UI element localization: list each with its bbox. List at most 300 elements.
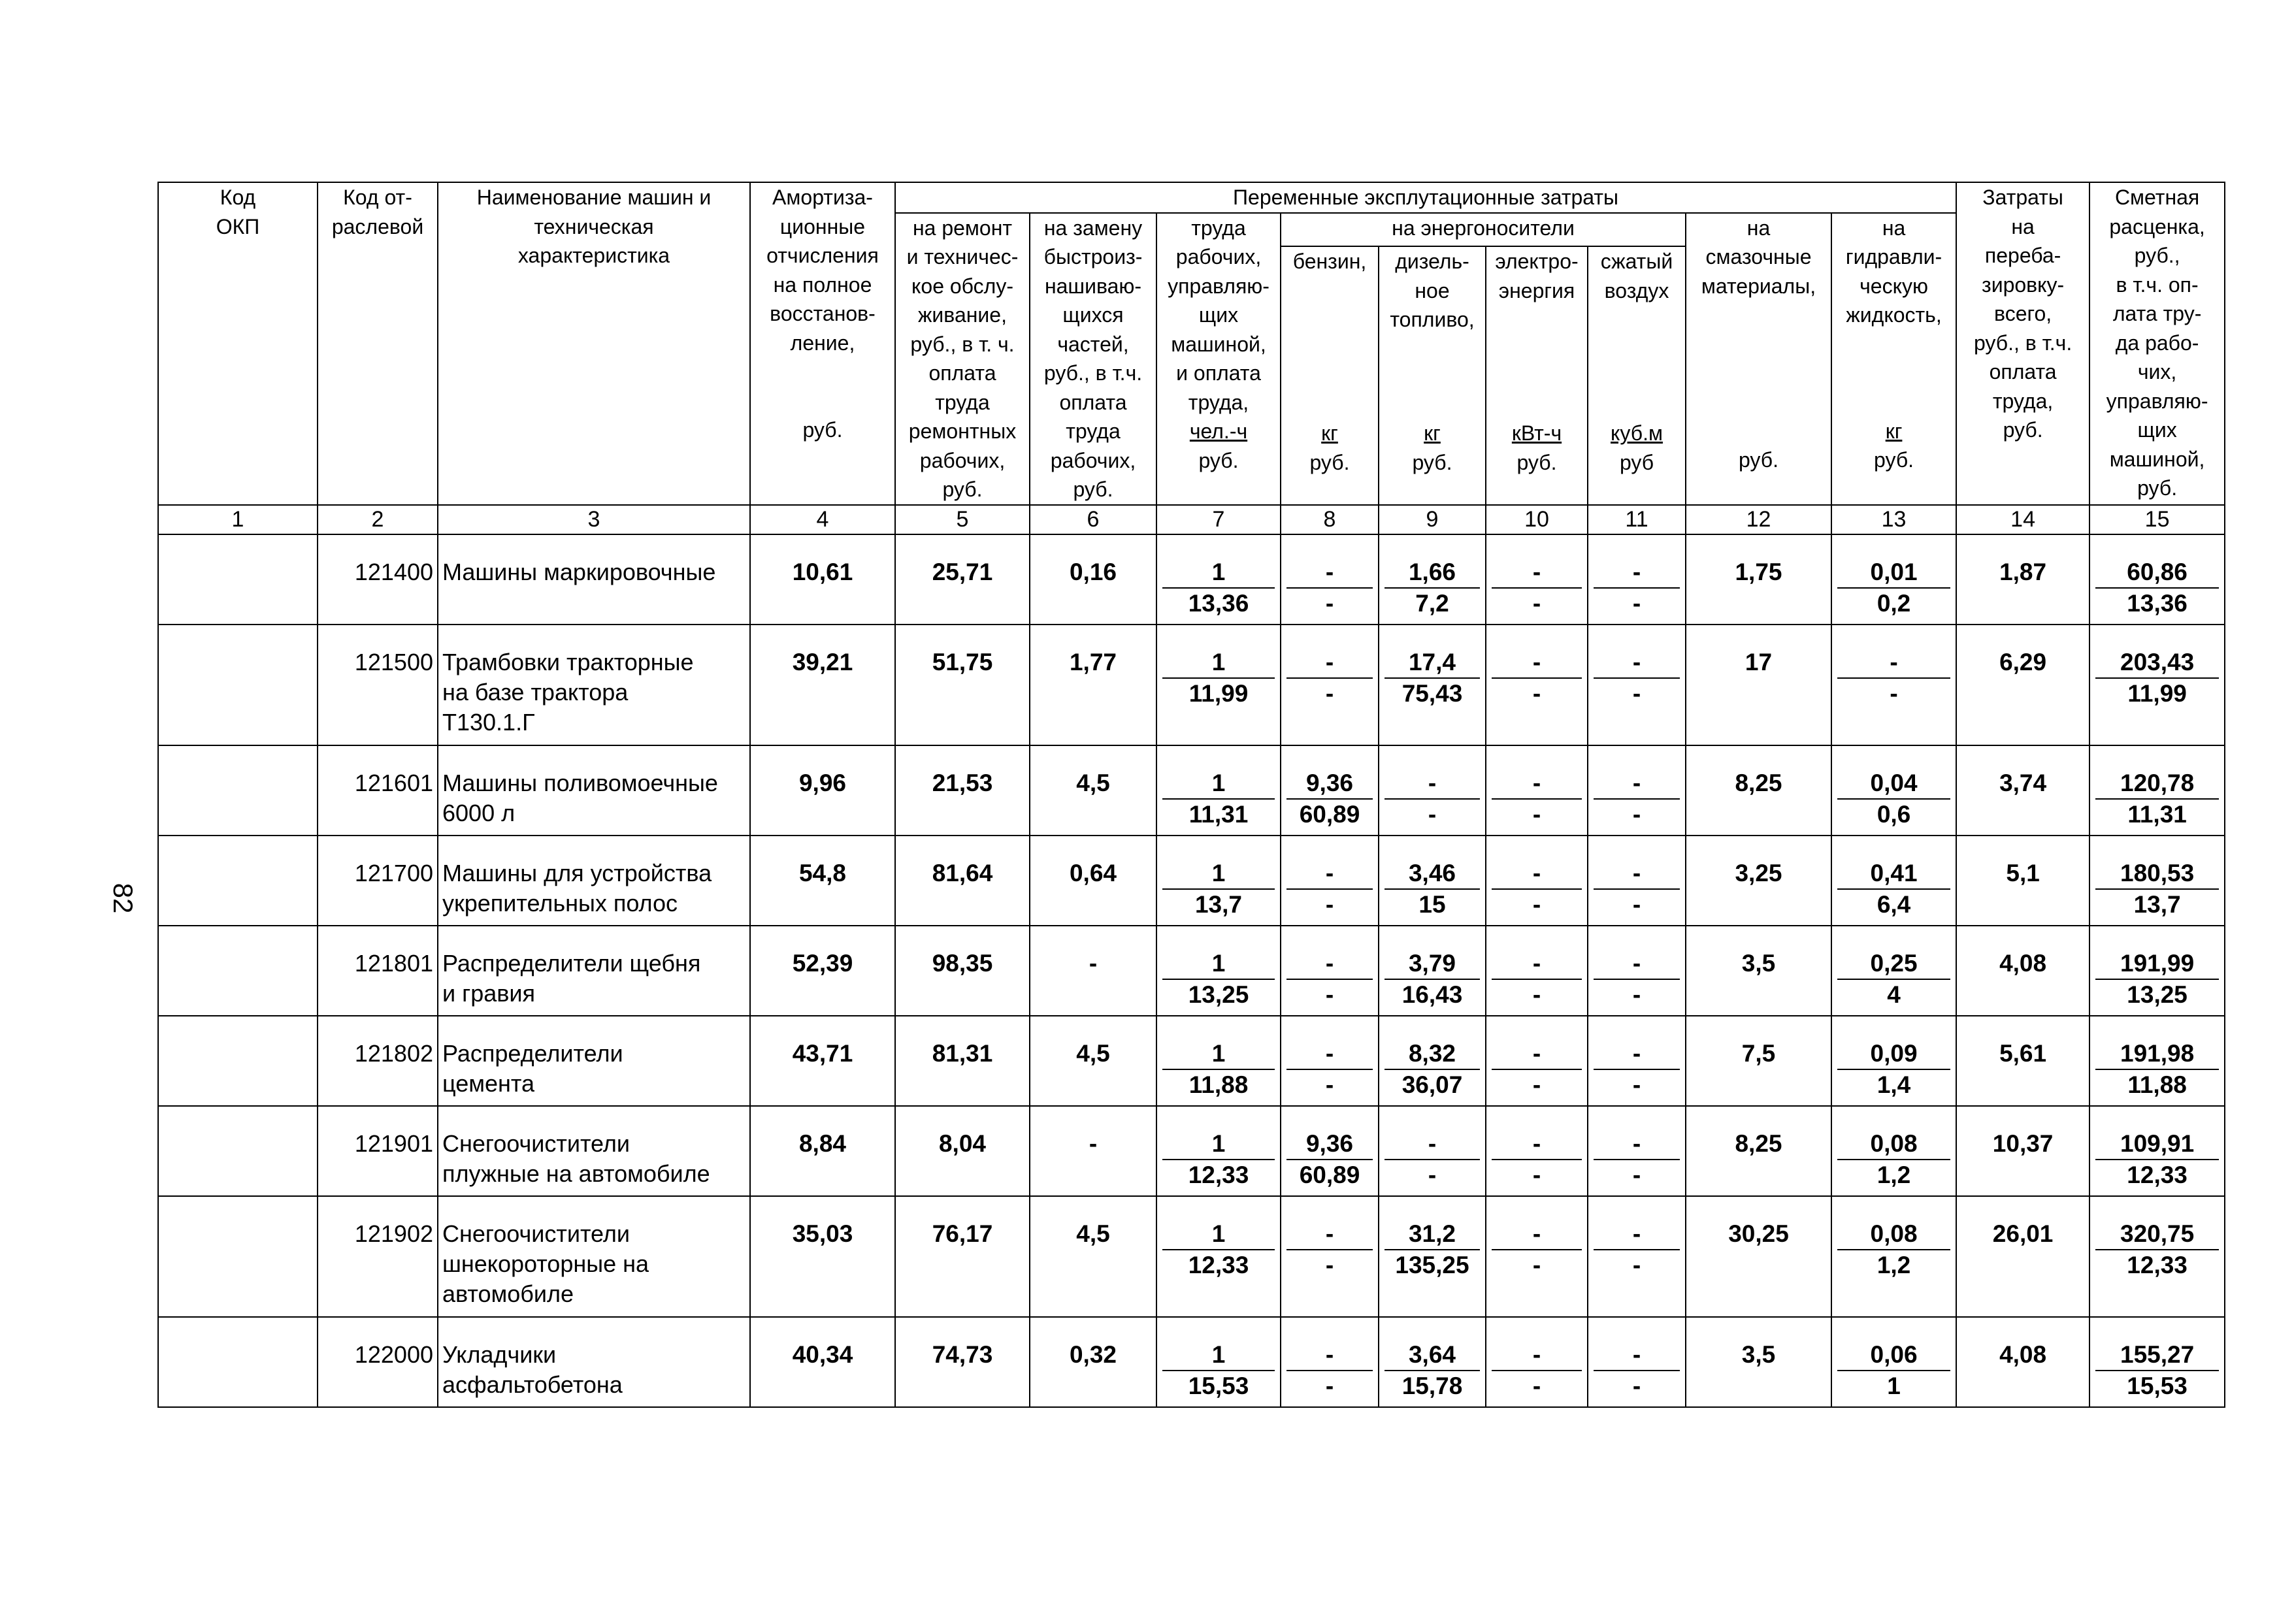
labor-cell-labor-value: 13,36 [1188,589,1249,617]
table-row [158,926,2225,1016]
column-number: 8 [1281,505,1379,534]
electricity-cell-labor-value: - [1532,1251,1541,1278]
electricity-cell-value: - [1492,1039,1582,1070]
estimated-rate-cell [2089,926,2225,1016]
hydraulic-cell-value: - [1837,647,1950,679]
machine-name-line: Машины маркировочные [442,558,716,585]
gasoline-cell-labor-value: - [1325,1071,1334,1098]
electricity-cell [1486,1106,1588,1196]
diesel-cell-value: 3,64 [1385,1340,1480,1371]
relocation-cell [1956,1016,2089,1106]
gasoline-cell [1281,1016,1379,1106]
branch-code-cell: 122000 [318,1317,438,1407]
estimated-rate-cell [2089,1196,2225,1317]
repair-cell-value: 21,53 [932,769,993,796]
diesel-cell-value: 17,4 [1385,647,1480,679]
header-lubricants: на смазочные материалы, руб. [1686,213,1831,505]
repair-cell [895,926,1030,1016]
parts-cell [1030,625,1156,745]
header-line: труда [1066,419,1121,443]
electricity-cell [1486,836,1588,926]
electricity-cell-labor-value: - [1532,890,1541,918]
gasoline-cell [1281,745,1379,836]
lubricants-cell-value: 3,5 [1741,949,1776,977]
repair-cell-value: 81,31 [932,1039,993,1067]
labor-cell [1156,926,1281,1016]
okp-cell [158,1196,318,1317]
repair-cell [895,836,1030,926]
estimated-rate-cell [2089,534,2225,625]
hydraulic-cell-value: 0,09 [1837,1039,1950,1070]
hydraulic-cell-value: 0,25 [1837,949,1950,980]
header-line: Код [220,186,256,209]
estimated-rate-cell-value: 155,27 [2095,1340,2219,1371]
labor-cell [1156,745,1281,836]
header-line: на [2011,214,2035,238]
estimated-rate-cell-value: 191,98 [2095,1039,2219,1070]
lubricants-cell [1686,1106,1831,1196]
okp-cell [158,1317,318,1407]
relocation-cell [1956,625,2089,745]
header-line: Сметная [2114,186,2200,209]
amortization-cell [750,745,895,836]
header-line: бензин, [1292,250,1367,274]
electricity-cell-labor-value: - [1532,1372,1541,1399]
relocation-cell-value: 5,61 [1999,1039,2047,1067]
electricity-cell [1486,745,1588,836]
gasoline-cell-labor-value: 60,89 [1299,1161,1360,1188]
hydraulic-cell-labor-value: 1,4 [1876,1071,1911,1098]
column-number: 4 [750,505,895,534]
compressed-air-cell [1588,1106,1686,1196]
compressed-air-cell-value: - [1594,1039,1680,1070]
diesel-cell [1379,1106,1486,1196]
hydraulic-cell [1831,625,1956,745]
header-line: всего, [1994,302,2052,325]
gasoline-cell [1281,926,1379,1016]
parts-cell [1030,745,1156,836]
gasoline-cell-value: - [1286,647,1373,679]
labor-cell [1156,836,1281,926]
labor-cell-labor-value: 15,53 [1188,1372,1249,1399]
labor-cell [1156,534,1281,625]
parts-cell [1030,1317,1156,1407]
relocation-cell-value: 1,87 [1999,558,2047,585]
header-line: руб., [2134,244,2180,267]
okp-cell [158,745,318,836]
header-line: да рабо- [2115,331,2199,355]
table-row [158,625,2225,745]
relocation-cell-value: 26,01 [1992,1220,2054,1247]
amortization-cell-value: 8,84 [798,1129,846,1157]
gasoline-cell-value: - [1286,858,1373,890]
diesel-cell-labor-value: 15 [1418,890,1446,918]
estimated-rate-cell-value: 120,78 [2095,768,2219,800]
estimated-rate-cell-value: 191,99 [2095,949,2219,980]
gasoline-cell-value: - [1286,1039,1373,1070]
gasoline-cell [1281,1106,1379,1196]
machine-name-line: на базе трактора [442,678,629,706]
electricity-cell-value: - [1492,858,1582,890]
repair-cell [895,534,1030,625]
header-line: рабочих, [919,448,1006,472]
estimated-rate-cell [2089,1317,2225,1407]
parts-cell-value: 0,64 [1069,859,1117,886]
header-line: на замену [1043,216,1143,240]
compressed-air-cell [1588,534,1686,625]
labor-cell [1156,625,1281,745]
lubricants-cell-value: 7,5 [1741,1039,1776,1067]
labor-cell-value: 1 [1162,557,1275,589]
header-variable-costs: Переменные эксплутационные затраты [895,182,1956,213]
parts-cell-value: 4,5 [1076,769,1110,796]
estimated-rate-cell-labor-value: 11,99 [2127,679,2187,707]
diesel-cell [1379,926,1486,1016]
lubricants-cell-value: 17 [1745,648,1773,675]
parts-cell-value: - [1089,1129,1098,1157]
amortization-cell-value: 35,03 [792,1220,853,1247]
header-line: переба- [1984,244,2061,267]
branch-code-cell: 121400 [318,534,438,625]
column-number: 11 [1588,505,1686,534]
column-number: 10 [1486,505,1588,534]
electricity-cell-value: - [1492,1219,1582,1250]
machine-name-line: 6000 л [442,799,516,826]
labor-cell [1156,1196,1281,1317]
header-branch-code [318,182,438,505]
repair-cell-value: 81,64 [932,859,993,886]
machine-name-line: Машины для устройства [442,859,712,886]
compressed-air-cell [1588,1196,1686,1317]
table-row [158,1317,2225,1407]
lubricants-cell [1686,1317,1831,1407]
header-line: отчисления [766,244,879,267]
header-line: гидравли- [1845,245,1942,268]
header-line: машиной, [1171,332,1266,356]
machine-name-line: шнекороторные на [442,1250,649,1277]
diesel-cell [1379,1196,1486,1317]
header-line: ческую [1860,274,1928,298]
compressed-air-cell-value: - [1594,1340,1680,1371]
machine-name-line: автомобиле [442,1280,574,1307]
estimated-rate-cell [2089,745,2225,836]
compressed-air-cell [1588,625,1686,745]
hydraulic-cell-value: 0,04 [1837,768,1950,800]
header-line: нашиваю- [1044,274,1142,298]
okp-cell [158,1016,318,1106]
header-line: Амортиза- [772,186,873,209]
machine-name-line: Снегоочистители [442,1129,630,1157]
header-line: энергия [1498,278,1575,302]
labor-cell-value: 1 [1162,858,1275,890]
column-number: 14 [1956,505,2089,534]
lubricants-cell [1686,836,1831,926]
gasoline-cell-value: 9,36 [1286,768,1373,800]
labor-cell-value: 1 [1162,647,1275,679]
diesel-cell-value: 1,66 [1385,557,1480,589]
compressed-air-cell [1588,1016,1686,1106]
electricity-cell [1486,1016,1588,1106]
parts-cell-value: 4,5 [1076,1039,1110,1067]
diesel-cell-value: 31,2 [1385,1219,1480,1250]
electricity-cell-labor-value: - [1532,1161,1541,1188]
branch-code-cell: 121601 [318,745,438,836]
machine-name-line: Распределители [442,1039,623,1067]
lubricants-cell-value: 30,25 [1728,1220,1789,1247]
gasoline-cell [1281,1317,1379,1407]
labor-cell-labor-value: 13,25 [1188,981,1249,1008]
lubricants-cell [1686,1196,1831,1317]
diesel-cell-labor-value: 7,2 [1415,589,1449,617]
header-line: зировку- [1982,272,2065,297]
machine-name-line: Распределители щебня [442,949,701,977]
machine-name-line: цемента [442,1069,534,1097]
amortization-cell [750,1106,895,1196]
diesel-cell-value: 8,32 [1385,1039,1480,1070]
machine-name-line: укрепительных полос [442,889,678,917]
okp-cell [158,926,318,1016]
estimated-rate-cell-labor-value: 12,33 [2127,1251,2187,1278]
gasoline-cell-labor-value: - [1325,1251,1334,1278]
header-line: на полное [773,272,872,297]
header-estimated-rate: Сметная расценка, руб., в т.ч. оп- лата тру- да рабо- чих, управляю- щих машиной, руб. [2089,182,2225,505]
electricity-cell [1486,926,1588,1016]
lubricants-cell [1686,745,1831,836]
electricity-cell-value: - [1492,768,1582,800]
amortization-cell-value: 39,21 [792,648,853,675]
amortization-cell [750,1196,895,1317]
hydraulic-cell [1831,1196,1956,1317]
column-number: 15 [2089,505,2225,534]
amortization-cell [750,534,895,625]
diesel-cell-labor-value: 15,78 [1401,1372,1463,1399]
compressed-air-cell-value: - [1594,557,1680,589]
electricity-cell-labor-value: - [1532,679,1541,707]
lubricants-cell-value: 3,5 [1741,1340,1776,1368]
header-line: управляю- [1168,274,1270,298]
header-relocation: Затраты на переба- зировку- всего, руб., в т.ч. оплата труда, руб. [1956,182,2089,505]
gasoline-cell-value: - [1286,1219,1373,1250]
labor-cell-labor-value: 12,33 [1188,1251,1249,1278]
okp-cell [158,1106,318,1196]
parts-cell [1030,1196,1156,1317]
header-line: оплата [928,361,996,385]
table-row [158,1196,2225,1317]
amortization-cell [750,1317,895,1407]
diesel-cell-value: 3,46 [1385,858,1480,890]
hydraulic-cell [1831,836,1956,926]
hydraulic-cell [1831,926,1956,1016]
machine-name-cell [438,625,750,745]
estimated-rate-cell [2089,1016,2225,1106]
gasoline-cell-labor-value: - [1325,589,1334,617]
lubricants-cell-value: 1,75 [1735,558,1782,585]
hydraulic-cell [1831,1317,1956,1407]
header-line: щих [1198,303,1239,327]
column-numbers-row [158,505,2225,534]
labor-cell-value: 1 [1162,768,1275,800]
diesel-cell [1379,836,1486,926]
header-gasoline: бензин, кг руб. [1281,246,1379,504]
compressed-air-cell-labor-value: - [1632,1372,1641,1399]
header-line: восстанов- [770,302,876,325]
compressed-air-cell-labor-value: - [1632,981,1641,1008]
labor-cell-labor-value: 13,7 [1194,890,1242,918]
column-number: 6 [1030,505,1156,534]
header-line: и оплата [1176,361,1261,385]
electricity-cell-value: - [1492,1340,1582,1371]
header-line: жидкость, [1846,303,1942,327]
relocation-cell [1956,836,2089,926]
header-line: электро- [1495,250,1579,274]
relocation-cell-value: 4,08 [1999,949,2047,977]
compressed-air-cell-labor-value: - [1632,800,1641,828]
electricity-cell-value: - [1492,647,1582,679]
lubricants-cell [1686,926,1831,1016]
column-number: 7 [1156,505,1281,534]
diesel-cell-labor-value: 16,43 [1401,981,1463,1008]
parts-cell [1030,534,1156,625]
lubricants-cell [1686,625,1831,745]
header-line: топливо, [1390,308,1475,332]
repair-cell-value: 74,73 [932,1340,993,1368]
header-line: ное [1415,278,1450,302]
machine-name-cell [438,1196,750,1317]
labor-cell [1156,1106,1281,1196]
header-labor: труда рабочих, управляю- щих машиной, и оплата труда, чел.-ч руб. [1156,213,1281,505]
table-row [158,534,2225,625]
compressed-air-cell-labor-value: - [1632,1161,1641,1188]
relocation-cell-value: 4,08 [1999,1340,2047,1368]
header-line: оплата [1059,390,1127,414]
diesel-cell [1379,745,1486,836]
machine-name-line: асфальтобетона [442,1371,623,1398]
relocation-cell [1956,745,2089,836]
header-parts: на замену быстроиз- нашиваю- щихся частей, руб., в т.ч. оплата труда рабочих, руб. [1030,213,1156,505]
header-line: на [1746,216,1771,240]
gasoline-cell-value: - [1286,1340,1373,1371]
compressed-air-cell [1588,926,1686,1016]
header-line: раслевой [331,214,424,238]
labor-cell-labor-value: 12,33 [1188,1161,1249,1188]
compressed-air-cell-labor-value: - [1632,890,1641,918]
header-line: щих [2137,418,2177,442]
estimated-rate-cell-labor-value: 13,7 [2133,890,2181,918]
column-number: 5 [895,505,1030,534]
compressed-air-cell-value: - [1594,768,1680,800]
gasoline-cell-value: 9,36 [1286,1129,1373,1160]
electricity-cell-value: - [1492,1129,1582,1160]
column-number: 3 [438,505,750,534]
electricity-cell-labor-value: - [1532,981,1541,1008]
header-line: дизель- [1395,250,1469,274]
repair-cell-value: 25,71 [932,558,993,585]
header-line: ционные [779,214,866,238]
labor-cell-value: 1 [1162,1039,1275,1070]
header-repair: на ремонт и техничес- кое обслу- живание, руб., в т. ч. оплата труда ремонтных рабочих, руб. [895,213,1030,505]
repair-cell [895,625,1030,745]
header-name [438,182,750,505]
labor-cell [1156,1016,1281,1106]
header-line: кое обслу- [911,274,1013,298]
branch-code-cell: 121500 [318,625,438,745]
header-line: Код от- [343,186,412,209]
header-line: техническая [534,214,654,238]
gasoline-cell-labor-value: - [1325,1372,1334,1399]
header-electricity: электро- энергия кВт-ч руб. [1486,246,1588,504]
machine-name-cell [438,1106,750,1196]
header-line: рабочих, [1050,448,1136,472]
repair-cell [895,745,1030,836]
diesel-cell-value: - [1385,1129,1480,1160]
labor-cell-value: 1 [1162,1129,1275,1160]
parts-cell-value: 0,16 [1069,558,1117,585]
header-line: сжатый [1600,250,1673,274]
electricity-cell-value: - [1492,557,1582,589]
relocation-cell [1956,926,2089,1016]
gasoline-cell [1281,1196,1379,1317]
diesel-cell [1379,1317,1486,1407]
relocation-cell-value: 5,1 [2006,859,2040,886]
labor-cell-labor-value: 11,99 [1188,679,1249,707]
machine-name-cell [438,1016,750,1106]
header-hydraulic: на гидравли- ческую жидкость, кг руб. [1831,213,1956,505]
machine-name-line: Снегоочистители [442,1220,630,1247]
electricity-cell [1486,534,1588,625]
hydraulic-cell-labor-value: 0,2 [1876,589,1911,617]
compressed-air-cell-labor-value: - [1632,1071,1641,1098]
gasoline-cell-value: - [1286,949,1373,980]
machine-name-cell [438,1317,750,1407]
labor-cell-value: 1 [1162,949,1275,980]
diesel-cell-value: - [1385,768,1480,800]
header-line: Наименование машин и [476,186,712,209]
okp-cell [158,836,318,926]
header-line: труда [935,390,990,414]
amortization-cell [750,625,895,745]
repair-cell-value: 98,35 [932,949,993,977]
okp-cell [158,625,318,745]
hydraulic-cell-value: 0,08 [1837,1219,1950,1250]
header-line: труда, [1992,389,2054,413]
gasoline-cell-labor-value: - [1325,981,1334,1008]
estimated-rate-cell [2089,836,2225,926]
compressed-air-cell [1588,745,1686,836]
gasoline-cell-labor-value: - [1325,890,1334,918]
header-line: воздух [1604,278,1669,302]
gasoline-cell-value: - [1286,557,1373,589]
relocation-cell-value: 6,29 [1999,648,2047,675]
header-line: живание, [918,303,1007,327]
parts-cell-value: 1,77 [1069,648,1117,675]
hydraulic-cell-labor-value: 6,4 [1876,890,1911,918]
column-number: 12 [1686,505,1831,534]
labor-cell [1156,1317,1281,1407]
machine-name-line: Трамбовки тракторные [442,648,694,675]
header-line: рабочих, [1175,245,1262,268]
table-row [158,1106,2225,1196]
compressed-air-cell-value: - [1594,1129,1680,1160]
amortization-cell-value: 10,61 [792,558,853,585]
gasoline-cell-labor-value: 60,89 [1299,800,1360,828]
machine-name-line: и гравия [442,979,536,1007]
diesel-cell-labor-value: - [1428,800,1437,828]
header-row-1 [158,182,2225,213]
compressed-air-cell-labor-value: - [1632,679,1641,707]
hydraulic-cell-labor-value: 4 [1887,981,1901,1008]
estimated-rate-cell-value: 203,43 [2095,647,2219,679]
hydraulic-cell-labor-value: 1,2 [1876,1251,1911,1278]
